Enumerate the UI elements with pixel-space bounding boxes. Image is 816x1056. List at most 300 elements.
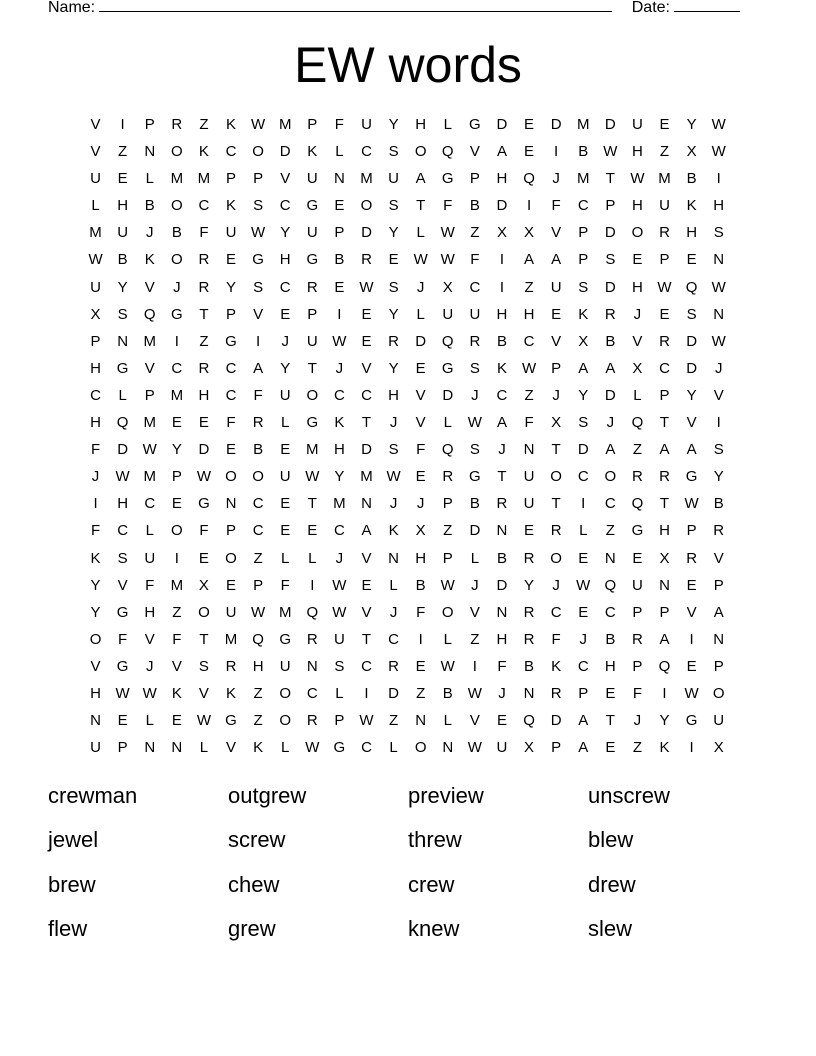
grid-letter[interactable]: B bbox=[144, 197, 155, 215]
grid-letter[interactable]: D bbox=[117, 441, 129, 459]
grid-letter[interactable]: B bbox=[253, 441, 264, 459]
grid-letter[interactable]: P bbox=[551, 739, 562, 757]
grid-letter[interactable]: D bbox=[415, 332, 427, 350]
grid-letter[interactable]: C bbox=[577, 468, 589, 486]
grid-letter[interactable]: M bbox=[576, 116, 590, 133]
grid-letter[interactable]: K bbox=[388, 522, 399, 540]
grid-letter[interactable]: W bbox=[196, 712, 211, 730]
grid-letter[interactable]: J bbox=[281, 332, 289, 350]
grid-letter[interactable]: L bbox=[308, 549, 317, 567]
grid-letter[interactable]: C bbox=[550, 603, 562, 621]
grid-letter[interactable]: R bbox=[198, 251, 210, 269]
grid-letter[interactable]: U bbox=[361, 116, 372, 133]
grid-letter[interactable]: O bbox=[89, 630, 102, 648]
grid-letter[interactable]: P bbox=[659, 386, 670, 404]
grid-letter[interactable]: T bbox=[551, 495, 561, 513]
grid-letter[interactable]: H bbox=[496, 630, 508, 648]
grid-letter[interactable]: A bbox=[605, 359, 616, 377]
grid-letter[interactable]: B bbox=[415, 576, 426, 594]
grid-letter[interactable]: D bbox=[686, 332, 698, 350]
grid-letter[interactable]: P bbox=[632, 603, 643, 621]
grid-letter[interactable]: M bbox=[224, 630, 238, 648]
grid-letter[interactable]: H bbox=[117, 197, 129, 215]
grid-letter[interactable]: S bbox=[198, 657, 209, 675]
grid-letter[interactable]: T bbox=[361, 414, 372, 432]
grid-letter[interactable]: K bbox=[226, 116, 237, 133]
grid-letter[interactable]: E bbox=[226, 251, 237, 269]
grid-letter[interactable]: X bbox=[578, 332, 589, 350]
grid-letter[interactable]: R bbox=[252, 414, 264, 432]
grid-letter[interactable]: S bbox=[713, 224, 724, 242]
grid-letter[interactable]: R bbox=[686, 549, 698, 567]
grid-letter[interactable]: N bbox=[361, 495, 372, 513]
grid-letter[interactable]: G bbox=[252, 251, 264, 269]
grid-letter[interactable]: O bbox=[306, 386, 319, 404]
grid-letter[interactable]: L bbox=[335, 684, 344, 702]
grid-letter[interactable]: R bbox=[713, 522, 725, 540]
grid-letter[interactable]: C bbox=[523, 332, 535, 350]
grid-letter[interactable]: V bbox=[280, 170, 291, 188]
grid-letter[interactable]: O bbox=[170, 197, 183, 215]
grid-letter[interactable]: J bbox=[91, 468, 100, 486]
grid-letter[interactable]: P bbox=[226, 170, 237, 188]
grid-letter[interactable]: Z bbox=[470, 630, 480, 648]
grid-letter[interactable]: G bbox=[441, 359, 454, 377]
grid-letter[interactable]: V bbox=[171, 657, 182, 675]
grid-letter[interactable]: G bbox=[306, 251, 319, 269]
grid-letter[interactable]: Z bbox=[118, 143, 128, 161]
grid-letter[interactable]: I bbox=[499, 251, 505, 269]
grid-letter[interactable]: C bbox=[469, 278, 481, 296]
grid-letter[interactable]: J bbox=[389, 495, 398, 513]
grid-letter[interactable]: D bbox=[604, 224, 616, 242]
grid-letter[interactable]: Q bbox=[604, 576, 617, 594]
grid-letter[interactable]: Q bbox=[441, 332, 454, 350]
grid-letter[interactable]: R bbox=[604, 305, 616, 323]
grid-letter[interactable]: R bbox=[659, 468, 670, 486]
grid-letter[interactable]: E bbox=[334, 278, 345, 296]
grid-letter[interactable]: P bbox=[226, 305, 237, 323]
grid-letter[interactable]: J bbox=[389, 603, 398, 621]
grid-letter[interactable]: U bbox=[388, 170, 399, 188]
grid-letter[interactable]: V bbox=[551, 332, 562, 350]
grid-letter[interactable]: T bbox=[659, 414, 670, 432]
grid-letter[interactable]: D bbox=[469, 522, 481, 540]
grid-letter[interactable]: O bbox=[550, 468, 562, 486]
grid-letter[interactable]: W bbox=[576, 576, 591, 594]
grid-letter[interactable]: E bbox=[198, 414, 209, 432]
grid-letter[interactable]: L bbox=[579, 522, 588, 540]
grid-letter[interactable]: F bbox=[524, 414, 534, 432]
grid-letter[interactable]: E bbox=[659, 116, 670, 133]
grid-letter[interactable]: V bbox=[226, 739, 237, 757]
grid-letter[interactable]: D bbox=[550, 116, 562, 133]
grid-letter[interactable]: S bbox=[388, 441, 399, 459]
grid-letter[interactable]: J bbox=[173, 278, 181, 296]
grid-letter[interactable]: E bbox=[605, 684, 616, 702]
grid-letter[interactable]: E bbox=[578, 603, 589, 621]
grid-letter[interactable]: D bbox=[388, 684, 399, 702]
grid-letter[interactable]: F bbox=[118, 630, 128, 648]
grid-letter[interactable]: V bbox=[198, 684, 209, 702]
grid-letter[interactable]: U bbox=[90, 170, 101, 188]
grid-letter[interactable]: I bbox=[93, 495, 98, 513]
grid-letter[interactable]: W bbox=[251, 116, 266, 133]
grid-letter[interactable]: X bbox=[524, 739, 535, 757]
grid-letter[interactable]: F bbox=[497, 657, 507, 675]
grid-letter[interactable]: W bbox=[251, 224, 266, 242]
grid-letter[interactable]: J bbox=[606, 414, 615, 432]
grid-letter[interactable]: E bbox=[117, 170, 128, 188]
grid-letter[interactable]: I bbox=[174, 332, 179, 350]
grid-letter[interactable]: T bbox=[361, 630, 372, 648]
grid-letter[interactable]: M bbox=[306, 441, 319, 459]
grid-letter[interactable]: V bbox=[144, 278, 155, 296]
grid-letter[interactable]: M bbox=[170, 386, 184, 404]
grid-letter[interactable]: J bbox=[416, 495, 425, 513]
grid-letter[interactable]: N bbox=[117, 332, 129, 350]
grid-letter[interactable]: Z bbox=[632, 441, 642, 459]
grid-letter[interactable]: G bbox=[685, 712, 698, 730]
grid-letter[interactable]: W bbox=[413, 251, 428, 269]
grid-letter[interactable]: U bbox=[90, 739, 101, 757]
grid-letter[interactable]: U bbox=[333, 630, 345, 648]
grid-letter[interactable]: W bbox=[684, 495, 699, 513]
grid-letter[interactable]: F bbox=[416, 603, 426, 621]
grid-letter[interactable]: W bbox=[196, 468, 211, 486]
grid-letter[interactable]: H bbox=[90, 684, 101, 702]
grid-letter[interactable]: W bbox=[440, 657, 455, 675]
grid-letter[interactable]: Y bbox=[280, 359, 291, 377]
grid-letter[interactable]: U bbox=[550, 278, 562, 296]
grid-letter[interactable]: J bbox=[552, 170, 560, 188]
grid-letter[interactable]: E bbox=[632, 549, 643, 567]
grid-letter[interactable]: Z bbox=[416, 684, 426, 702]
grid-letter[interactable]: W bbox=[711, 116, 726, 133]
grid-letter[interactable]: W bbox=[467, 414, 482, 432]
grid-letter[interactable]: S bbox=[388, 197, 399, 215]
grid-letter[interactable]: L bbox=[281, 414, 290, 432]
grid-letter[interactable]: L bbox=[443, 712, 452, 730]
grid-letter[interactable]: R bbox=[361, 251, 372, 269]
grid-letter[interactable]: W bbox=[684, 684, 699, 702]
grid-letter[interactable]: Q bbox=[685, 278, 698, 296]
grid-letter[interactable]: Z bbox=[199, 332, 209, 350]
grid-letter[interactable]: E bbox=[361, 332, 372, 350]
grid-letter[interactable]: E bbox=[361, 576, 372, 594]
grid-letter[interactable]: D bbox=[198, 441, 210, 459]
grid-letter[interactable]: W bbox=[142, 441, 157, 459]
grid-letter[interactable]: F bbox=[443, 197, 453, 215]
grid-letter[interactable]: J bbox=[335, 359, 344, 377]
date-field[interactable] bbox=[674, 0, 740, 12]
grid-letter[interactable]: J bbox=[145, 224, 154, 242]
grid-letter[interactable]: A bbox=[415, 170, 426, 188]
grid-letter[interactable]: A bbox=[496, 414, 507, 432]
grid-letter[interactable]: B bbox=[469, 495, 480, 513]
grid-letter[interactable]: I bbox=[499, 278, 505, 296]
grid-letter[interactable]: Y bbox=[90, 576, 101, 594]
grid-letter[interactable]: M bbox=[89, 224, 102, 242]
grid-letter[interactable]: T bbox=[199, 305, 209, 323]
grid-letter[interactable]: E bbox=[578, 549, 589, 567]
grid-letter[interactable]: W bbox=[305, 468, 320, 486]
grid-letter[interactable]: I bbox=[337, 305, 342, 323]
grid-letter[interactable]: J bbox=[552, 576, 560, 594]
grid-letter[interactable]: N bbox=[90, 712, 101, 730]
grid-letter[interactable]: S bbox=[686, 305, 697, 323]
grid-letter[interactable]: D bbox=[577, 441, 589, 459]
grid-letter[interactable]: S bbox=[469, 441, 480, 459]
grid-letter[interactable]: O bbox=[170, 522, 183, 540]
grid-letter[interactable]: A bbox=[361, 522, 372, 540]
grid-letter[interactable]: L bbox=[145, 712, 154, 730]
grid-letter[interactable]: Q bbox=[631, 495, 644, 513]
grid-letter[interactable]: O bbox=[360, 197, 373, 215]
grid-letter[interactable]: Q bbox=[631, 414, 644, 432]
grid-letter[interactable]: P bbox=[551, 359, 562, 377]
grid-letter[interactable]: F bbox=[632, 684, 642, 702]
grid-letter[interactable]: W bbox=[657, 278, 672, 296]
grid-letter[interactable]: I bbox=[310, 576, 315, 594]
grid-letter[interactable]: P bbox=[334, 224, 345, 242]
grid-letter[interactable]: B bbox=[496, 332, 507, 350]
grid-letter[interactable]: E bbox=[632, 251, 643, 269]
grid-letter[interactable]: D bbox=[361, 224, 372, 242]
grid-letter[interactable]: V bbox=[90, 116, 101, 133]
grid-letter[interactable]: U bbox=[713, 712, 725, 730]
grid-letter[interactable]: W bbox=[332, 576, 347, 594]
grid-letter[interactable]: N bbox=[713, 251, 725, 269]
grid-letter[interactable]: F bbox=[551, 630, 561, 648]
grid-letter[interactable]: G bbox=[170, 305, 183, 323]
grid-letter[interactable]: M bbox=[170, 170, 184, 188]
grid-letter[interactable]: P bbox=[253, 576, 264, 594]
grid-letter[interactable]: U bbox=[659, 197, 670, 215]
grid-letter[interactable]: J bbox=[335, 549, 344, 567]
grid-letter[interactable]: C bbox=[144, 495, 156, 513]
grid-letter[interactable]: I bbox=[364, 684, 369, 702]
grid-letter[interactable]: I bbox=[120, 116, 125, 133]
grid-letter[interactable]: Q bbox=[658, 657, 671, 675]
grid-letter[interactable]: X bbox=[686, 143, 697, 161]
grid-letter[interactable]: I bbox=[554, 143, 559, 161]
grid-letter[interactable]: X bbox=[496, 224, 507, 242]
grid-letter[interactable]: D bbox=[442, 386, 454, 404]
grid-letter[interactable]: W bbox=[332, 332, 347, 350]
grid-letter[interactable]: U bbox=[144, 549, 156, 567]
grid-letter[interactable]: O bbox=[604, 468, 617, 486]
grid-letter[interactable]: H bbox=[659, 522, 670, 540]
grid-letter[interactable]: P bbox=[253, 170, 264, 188]
grid-letter[interactable]: K bbox=[198, 143, 209, 161]
grid-letter[interactable]: V bbox=[686, 414, 697, 432]
grid-letter[interactable]: P bbox=[307, 305, 318, 323]
grid-letter[interactable]: E bbox=[605, 739, 616, 757]
grid-letter[interactable]: E bbox=[686, 576, 697, 594]
grid-letter[interactable]: E bbox=[280, 441, 291, 459]
grid-letter[interactable]: C bbox=[225, 386, 237, 404]
grid-letter[interactable]: E bbox=[524, 143, 535, 161]
grid-letter[interactable]: J bbox=[145, 657, 154, 675]
grid-letter[interactable]: K bbox=[307, 143, 318, 161]
grid-letter[interactable]: A bbox=[524, 251, 535, 269]
grid-letter[interactable]: C bbox=[198, 197, 210, 215]
grid-letter[interactable]: C bbox=[252, 495, 264, 513]
grid-letter[interactable]: B bbox=[578, 143, 589, 161]
grid-letter[interactable]: Z bbox=[253, 684, 263, 702]
grid-letter[interactable]: V bbox=[90, 657, 101, 675]
grid-letter[interactable]: O bbox=[441, 603, 454, 621]
grid-letter[interactable]: Y bbox=[90, 603, 101, 621]
grid-letter[interactable]: U bbox=[279, 386, 291, 404]
grid-letter[interactable]: I bbox=[689, 630, 694, 648]
grid-letter[interactable]: P bbox=[578, 224, 589, 242]
grid-letter[interactable]: R bbox=[198, 278, 210, 296]
grid-letter[interactable]: J bbox=[498, 684, 506, 702]
grid-letter[interactable]: X bbox=[90, 305, 101, 323]
grid-letter[interactable]: W bbox=[603, 143, 618, 161]
grid-letter[interactable]: P bbox=[469, 170, 480, 188]
grid-letter[interactable]: N bbox=[496, 522, 508, 540]
grid-letter[interactable]: T bbox=[605, 712, 615, 730]
grid-letter[interactable]: X bbox=[415, 522, 426, 540]
grid-letter[interactable]: E bbox=[551, 305, 562, 323]
grid-letter[interactable]: A bbox=[713, 603, 724, 621]
grid-letter[interactable]: G bbox=[198, 495, 210, 513]
grid-letter[interactable]: V bbox=[469, 143, 480, 161]
grid-letter[interactable]: A bbox=[578, 712, 589, 730]
grid-letter[interactable]: C bbox=[225, 359, 237, 377]
grid-letter[interactable]: P bbox=[90, 332, 101, 350]
grid-letter[interactable]: D bbox=[686, 359, 698, 377]
grid-letter[interactable]: U bbox=[442, 305, 454, 323]
grid-letter[interactable]: R bbox=[469, 332, 481, 350]
grid-letter[interactable]: T bbox=[551, 441, 561, 459]
grid-letter[interactable]: E bbox=[415, 468, 426, 486]
grid-letter[interactable]: U bbox=[469, 305, 481, 323]
grid-letter[interactable]: E bbox=[524, 116, 535, 133]
grid-letter[interactable]: U bbox=[632, 576, 643, 594]
grid-letter[interactable]: Z bbox=[199, 116, 209, 133]
grid-letter[interactable]: I bbox=[418, 630, 423, 648]
grid-letter[interactable]: N bbox=[333, 170, 345, 188]
grid-letter[interactable]: C bbox=[252, 522, 264, 540]
grid-letter[interactable]: E bbox=[307, 522, 318, 540]
grid-letter[interactable]: P bbox=[578, 251, 589, 269]
grid-letter[interactable]: E bbox=[280, 305, 291, 323]
grid-letter[interactable]: C bbox=[333, 522, 345, 540]
grid-letter[interactable]: C bbox=[361, 739, 372, 757]
grid-letter[interactable]: H bbox=[686, 224, 698, 242]
grid-letter[interactable]: F bbox=[172, 630, 182, 648]
grid-letter[interactable]: P bbox=[659, 603, 670, 621]
grid-letter[interactable]: R bbox=[550, 522, 562, 540]
grid-letter[interactable]: O bbox=[550, 549, 562, 567]
grid-letter[interactable]: Y bbox=[117, 278, 128, 296]
grid-letter[interactable]: K bbox=[551, 657, 562, 675]
grid-letter[interactable]: K bbox=[90, 549, 101, 567]
grid-letter[interactable]: C bbox=[659, 359, 670, 377]
grid-letter[interactable]: H bbox=[415, 549, 427, 567]
grid-letter[interactable]: L bbox=[281, 739, 290, 757]
grid-letter[interactable]: E bbox=[280, 522, 291, 540]
grid-letter[interactable]: V bbox=[117, 576, 128, 594]
grid-letter[interactable]: U bbox=[523, 468, 535, 486]
grid-letter[interactable]: T bbox=[199, 630, 209, 648]
grid-letter[interactable]: G bbox=[116, 603, 129, 621]
grid-letter[interactable]: W bbox=[359, 278, 374, 296]
grid-letter[interactable]: P bbox=[144, 386, 155, 404]
grid-letter[interactable]: S bbox=[253, 197, 264, 215]
grid-letter[interactable]: E bbox=[171, 414, 182, 432]
grid-letter[interactable]: P bbox=[117, 739, 128, 757]
grid-letter[interactable]: P bbox=[713, 657, 724, 675]
grid-letter[interactable]: Z bbox=[253, 549, 263, 567]
grid-letter[interactable]: Y bbox=[388, 224, 399, 242]
grid-letter[interactable]: S bbox=[388, 278, 399, 296]
grid-letter[interactable]: J bbox=[416, 278, 425, 296]
grid-letter[interactable]: E bbox=[361, 305, 372, 323]
grid-letter[interactable]: L bbox=[416, 305, 425, 323]
grid-letter[interactable]: M bbox=[333, 495, 346, 513]
grid-letter[interactable]: Y bbox=[524, 576, 535, 594]
grid-letter[interactable]: N bbox=[306, 657, 318, 675]
grid-letter[interactable]: S bbox=[578, 414, 589, 432]
grid-letter[interactable]: I bbox=[174, 549, 179, 567]
grid-letter[interactable]: M bbox=[658, 170, 671, 188]
grid-letter[interactable]: D bbox=[496, 576, 508, 594]
grid-letter[interactable]: L bbox=[470, 549, 480, 567]
grid-letter[interactable]: L bbox=[199, 739, 209, 757]
grid-letter[interactable]: E bbox=[415, 657, 426, 675]
grid-letter[interactable]: W bbox=[630, 170, 645, 188]
grid-letter[interactable]: R bbox=[306, 712, 318, 730]
grid-letter[interactable]: L bbox=[335, 143, 344, 161]
grid-letter[interactable]: K bbox=[253, 739, 264, 757]
grid-letter[interactable]: V bbox=[713, 386, 724, 404]
grid-letter[interactable]: Y bbox=[686, 386, 697, 404]
grid-letter[interactable]: H bbox=[144, 603, 156, 621]
grid-letter[interactable]: J bbox=[714, 359, 723, 377]
grid-letter[interactable]: Z bbox=[388, 712, 399, 730]
grid-letter[interactable]: A bbox=[659, 630, 670, 648]
grid-letter[interactable]: V bbox=[361, 359, 372, 377]
grid-letter[interactable]: C bbox=[361, 143, 372, 161]
grid-letter[interactable]: F bbox=[470, 251, 480, 269]
grid-letter[interactable]: C bbox=[361, 386, 372, 404]
grid-letter[interactable]: X bbox=[524, 224, 535, 242]
grid-letter[interactable]: F bbox=[280, 576, 290, 594]
grid-letter[interactable]: Q bbox=[143, 305, 156, 323]
grid-letter[interactable]: N bbox=[144, 739, 156, 757]
grid-letter[interactable]: A bbox=[496, 143, 507, 161]
grid-letter[interactable]: Q bbox=[441, 441, 454, 459]
grid-letter[interactable]: R bbox=[306, 278, 318, 296]
grid-letter[interactable]: B bbox=[334, 251, 345, 269]
grid-letter[interactable]: S bbox=[334, 657, 345, 675]
grid-letter[interactable]: P bbox=[578, 684, 589, 702]
grid-letter[interactable]: Y bbox=[171, 441, 182, 459]
grid-letter[interactable]: G bbox=[116, 657, 129, 675]
grid-letter[interactable]: C bbox=[388, 630, 399, 648]
grid-letter[interactable]: T bbox=[659, 495, 670, 513]
grid-letter[interactable]: H bbox=[632, 197, 643, 215]
grid-letter[interactable]: Y bbox=[388, 116, 399, 133]
grid-letter[interactable]: Y bbox=[578, 386, 589, 404]
grid-letter[interactable]: G bbox=[441, 170, 454, 188]
grid-letter[interactable]: W bbox=[142, 684, 157, 702]
